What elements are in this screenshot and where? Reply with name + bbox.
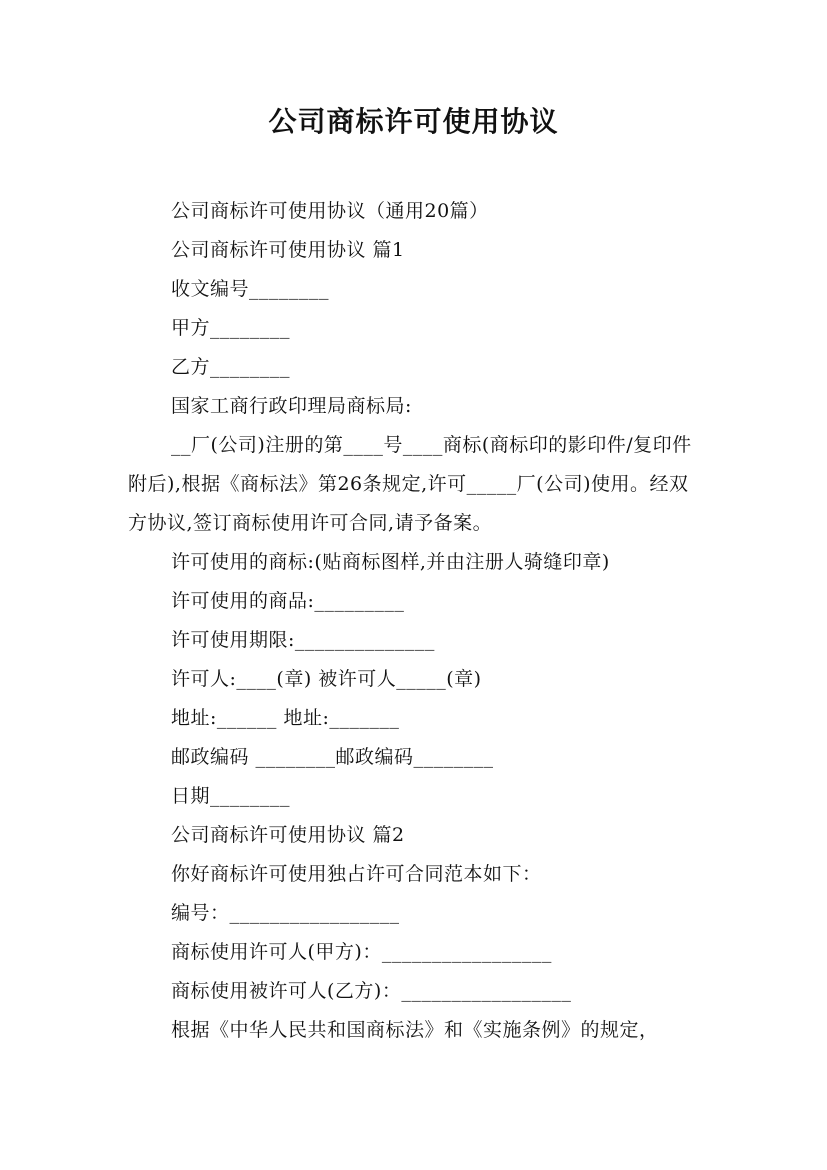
paragraph-licensee-party-b: 商标使用被许可人(乙方)：_________________	[171, 980, 572, 1002]
paragraph-licensor-party-a: 商标使用许可人(甲方)：_________________	[171, 941, 552, 963]
paragraph-licensed-trademark: 许可使用的商标:(贴商标图样,并由注册人骑缝印章)	[171, 551, 610, 573]
paragraph-addresses: 地址:______ 地址:_______	[171, 707, 400, 729]
paragraph-license-term: 许可使用期限:______________	[171, 629, 435, 651]
paragraph-licensor-licensee: 许可人:____(章) 被许可人_____(章)	[171, 668, 482, 690]
paragraph-section-1-heading: 公司商标许可使用协议 篇1	[171, 239, 405, 261]
document-title: 公司商标许可使用协议	[268, 105, 559, 138]
paragraph-party-a: 甲方________	[171, 317, 291, 339]
paragraph-date: 日期________	[171, 785, 291, 807]
paragraph-contract-number: 编号：_________________	[171, 902, 400, 924]
paragraph-postal-codes: 邮政编码 ________邮政编码________	[171, 746, 494, 768]
paragraph-legal-basis: 根据《中华人民共和国商标法》和《实施条例》的规定，	[171, 1019, 659, 1041]
paragraph-template-intro: 你好商标许可使用独占许可合同范本如下：	[171, 863, 542, 885]
document-body	[128, 192, 706, 1050]
paragraph-party-b: 乙方________	[171, 356, 291, 378]
paragraph-receipt-number: 收文编号________	[171, 278, 330, 300]
paragraph-addressee: 国家工商行政印理局商标局:	[171, 395, 412, 417]
paragraph-section-2-heading: 公司商标许可使用协议 篇2	[171, 824, 405, 846]
paragraph-registration-statement: __厂(公司)注册的第____号____商标(商标印的影印件/复印件附后),根据《商标法》第26条规定,许可_____厂(公司)使用。经双方协议,签订商标使用许可合同,请予备案。	[128, 434, 692, 534]
paragraph-licensed-goods: 许可使用的商品:_________	[171, 590, 405, 612]
paragraph-subtitle: 公司商标许可使用协议（通用20篇）	[171, 200, 489, 222]
